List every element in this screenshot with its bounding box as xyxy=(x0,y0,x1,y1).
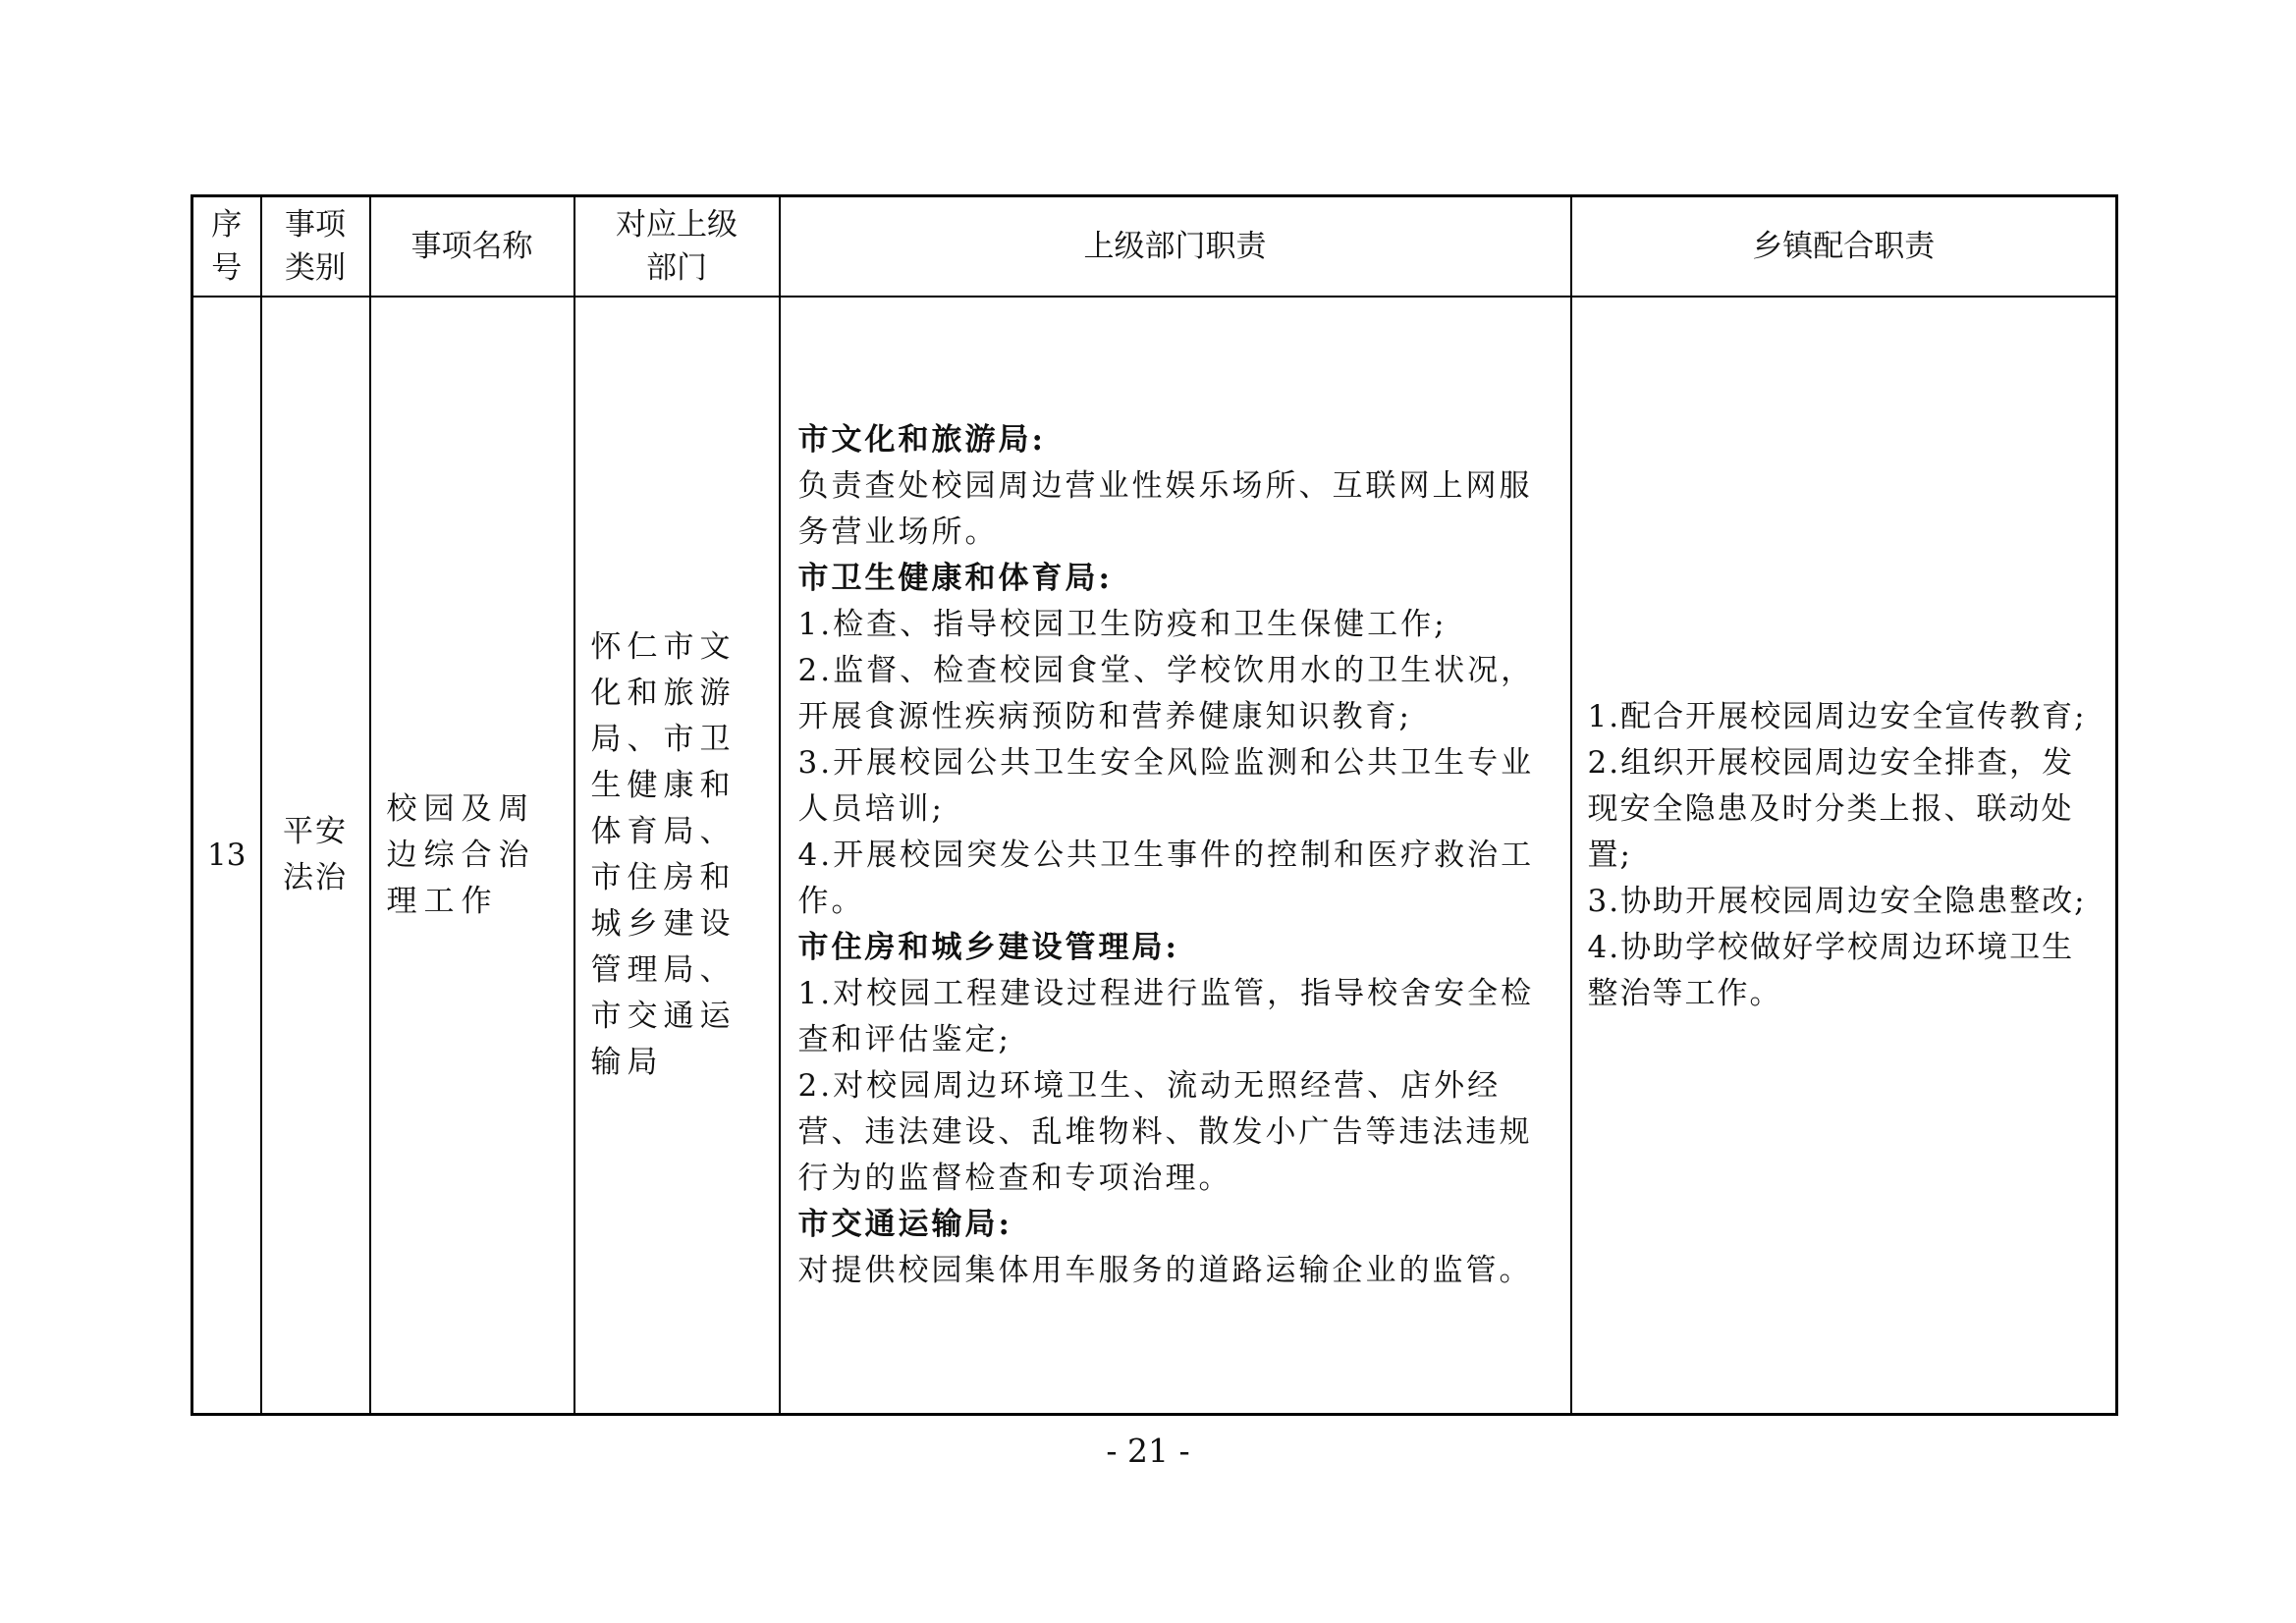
superior-dept-value: 怀仁市文化和旅游局、市卫生健康和体育局、市住房和城乡建设管理局、市交通运输局 xyxy=(590,629,737,1080)
header-superior-dept-label: 对应上级 部门 xyxy=(616,207,738,286)
header-seq-label: 序 号 xyxy=(211,207,243,286)
item-name-value: 校园及周边综合治理工作 xyxy=(386,790,536,919)
header-superior-duty-label: 上级部门职责 xyxy=(1083,229,1267,264)
page-number: - 21 - xyxy=(1106,1432,1190,1470)
duty-dept-health: 市卫生健康和体育局: xyxy=(797,560,1113,596)
town-duty-line: 1.配合开展校园周边安全宣传教育; xyxy=(1587,698,2087,734)
seq-value: 13 xyxy=(207,837,246,873)
duty-dept-transport: 市交通运输局: xyxy=(797,1206,1012,1242)
category-value: 平安 法治 xyxy=(283,814,348,895)
table-header-row xyxy=(192,196,2117,298)
duty-line: 4.开展校园突发公共卫生事件的控制和医疗救治工作。 xyxy=(797,837,1535,919)
duty-line: 负责查处校园周边营业性娱乐场所、互联网上网服务营业场所。 xyxy=(797,467,1533,550)
town-duty-line: 3.协助开展校园周边安全隐患整改; xyxy=(1587,883,2087,919)
cell-seq xyxy=(192,297,261,1415)
header-town-duty xyxy=(1571,196,2117,298)
duty-line: 3.开展校园公共卫生安全风险监测和公共卫生专业人员培训; xyxy=(797,744,1535,827)
cell-item-name xyxy=(370,297,574,1415)
header-item-name-label: 事项名称 xyxy=(410,229,533,264)
cell-town-duty xyxy=(1571,297,2117,1415)
town-duty-line: 4.协助学校做好学校周边环境卫生整治等工作。 xyxy=(1587,929,2075,1011)
duty-line: 2.对校园周边环境卫生、流动无照经营、店外经营、违法建设、乱堆物料、散发小广告等违法违规行为的监督检查和专项治理。 xyxy=(797,1067,1533,1196)
duty-dept-housing: 市住房和城乡建设管理局: xyxy=(797,929,1179,965)
duty-dept-culture: 市文化和旅游局: xyxy=(797,421,1046,458)
header-seq xyxy=(192,196,261,298)
duty-line: 1.对校园工程建设过程进行监管，指导校舍安全检查和评估鉴定; xyxy=(797,975,1535,1057)
duty-table xyxy=(191,194,2118,1416)
cell-superior-duty xyxy=(780,297,1571,1415)
cell-category xyxy=(261,297,370,1415)
header-superior-duty xyxy=(780,196,1571,298)
header-town-duty-label: 乡镇配合职责 xyxy=(1752,229,1936,264)
cell-superior-dept xyxy=(574,297,780,1415)
header-category-label: 事项 类别 xyxy=(285,207,346,286)
table-row xyxy=(192,297,2117,1415)
header-superior-dept xyxy=(574,196,780,298)
duty-line: 对提供校园集体用车服务的道路运输企业的监管。 xyxy=(797,1252,1533,1288)
header-category xyxy=(261,196,370,298)
town-duty-line: 2.组织开展校园周边安全排查，发现安全隐患及时分类上报、联动处置; xyxy=(1587,744,2075,873)
header-item-name xyxy=(370,196,574,298)
duty-line: 2.监督、检查校园食堂、学校饮用水的卫生状况，开展食源性疾病预防和营养健康知识教育; xyxy=(797,652,1535,734)
duty-line: 1.检查、指导校园卫生防疫和卫生保健工作; xyxy=(797,606,1448,642)
